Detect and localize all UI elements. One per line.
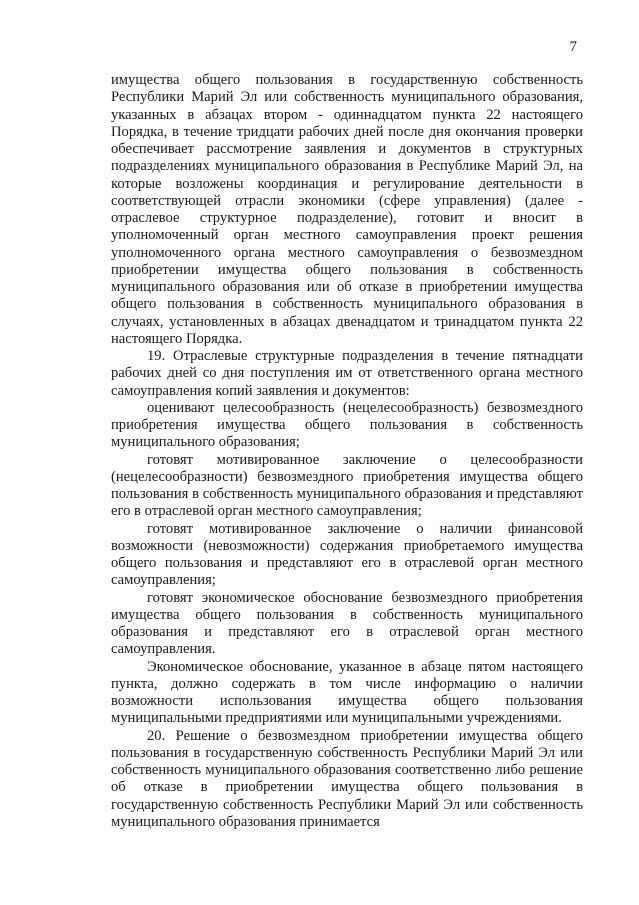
- paragraph-continuation: имущества общего пользования в государственную собственность Республики Марий Эл или собственность муниципального образования, указанных в абзацах втором - одиннадцатом пункта 22 настоящего Порядка, в течение тридцати рабочих дней после дня окончания проверки обеспечивает рассмотрение заявления и документов в структурных подразделениях муниципального образования в Республике Марий Эл, на которые возложены координация и регулирование деятельности в соответствующей отрасли экономики (сфере управления) (далее - отраслевое структурное подразделение), готовит и вносит в уполномоченный орган местного самоуправления проект решения уполномоченного органа местного самоуправления о безвозмездном приобретении имущества общего пользования в собственность муниципального образования или об отказе в приобретении имущества общего пользования в собственность муниципального образования в случаях, установленных в абзацах двенадцатом и тринадцатом пункта 22 настоящего Порядка.: [111, 72, 583, 347]
- paragraph-conclusion-expediency: готовят мотивированное заключение о целесообразности (нецелесообразности) безвозмездного приобретения имущества общего пользования в собственность муниципального образования и представляют его в отраслевой орган местного самоуправления;: [111, 451, 583, 520]
- paragraph-economic-justification: готовят экономическое обоснование безвозмездного приобретения имущества общего пользования в собственность муниципального образования и представляют его в отраслевой орган местного самоуправления.: [111, 589, 583, 658]
- paragraph-conclusion-financial: готовят мотивированное заключение о наличии финансовой возможности (невозможности) содержания приобретаемого имущества общего пользования и представляют его в отраслевой орган местного самоуправления;: [111, 520, 583, 589]
- paragraph-justification-content: Экономическое обоснование, указанное в абзаце пятом настоящего пункта, должно содержать в том числе информацию о наличии возможности использования имущества общего пользования муниципальными предприятиями или муниципальными учреждениями.: [111, 658, 583, 727]
- paragraph-item-19: 19. Отраслевые структурные подразделения в течение пятнадцати рабочих дней со дня поступления им от ответственного органа местного самоуправления копий заявления и документов:: [111, 348, 583, 399]
- paragraph-assess: оценивают целесообразность (нецелесообразность) безвозмездного приобретения имущества общего пользования в собственность муниципального образования;: [111, 399, 583, 451]
- page-number: 7: [569, 39, 577, 55]
- document-body: [111, 72, 583, 831]
- paragraph-item-20: 20. Решение о безвозмездном приобретении имущества общего пользования в государственную собственность Республики Марий Эл или собственность муниципального образования соответственно либо решение об отказе в приобретении имущества общего пользования в государственную собственность Республики Марий Эл или собственность муниципального образования принимается: [111, 727, 583, 830]
